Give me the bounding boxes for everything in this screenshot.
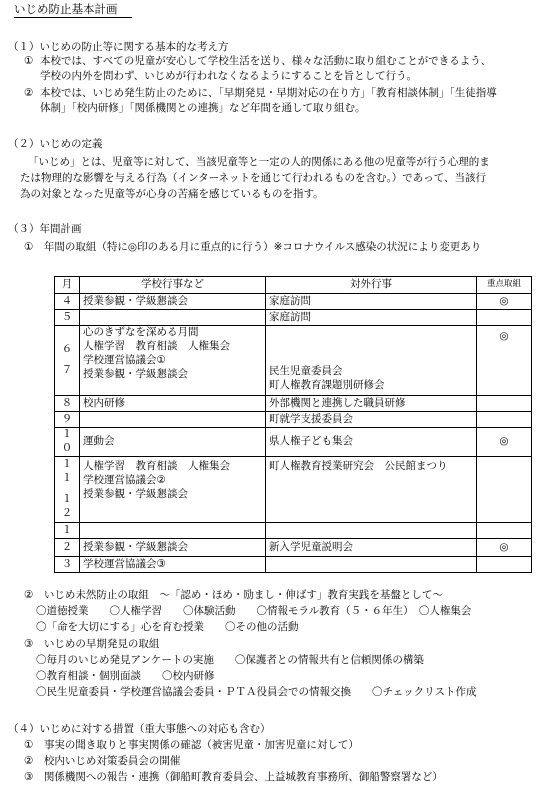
school-cell: 学校運営協議会③	[80, 556, 266, 572]
external-cell: 県人権子ども集会	[266, 428, 477, 457]
school-cell	[80, 412, 266, 428]
section-1-item-2-marker: ②	[24, 87, 34, 99]
measure-item-3: ③ 関係機関への報告・連携（御船町教育委員会、上益城教育事務所、御船警察署など）	[24, 771, 443, 783]
early-detection-line-3: 〇民生児童委員・学校運営協議会委員・ＰＴＡ役員会での情報交換 〇チェックリスト作成	[36, 686, 477, 698]
external-cell: 家庭訪問	[266, 294, 477, 310]
focus-mark: ◎	[477, 326, 532, 396]
month-cell: ５	[55, 310, 80, 326]
table-row	[55, 412, 532, 428]
focus-mark	[477, 522, 532, 538]
external-event: 町人権教育課題別研修会	[269, 379, 385, 392]
school-cell	[80, 326, 266, 396]
annual-plan-table	[54, 276, 532, 573]
external-cell: 新入学児童説明会	[266, 538, 477, 556]
table-row	[55, 456, 532, 522]
school-cell	[80, 456, 266, 522]
table-row	[55, 428, 532, 457]
table-row	[55, 326, 532, 396]
month-cell: ４	[55, 294, 80, 310]
external-event: 民生児童委員会	[269, 365, 343, 378]
school-cell	[80, 310, 266, 326]
month-11: １１	[61, 458, 73, 485]
header-month: 月	[55, 277, 80, 294]
prevention-heading: ② いじめ未然防止の取組 ～「認め・ほめ・励まし・伸ばす」教育実践を基盤として～	[24, 589, 443, 601]
external-cell: 外部機関と連携した職員研修	[266, 396, 477, 412]
title-underline	[14, 17, 132, 18]
month-cell: ２	[55, 538, 80, 556]
month-7: ７	[61, 364, 73, 377]
focus-mark: ◎	[477, 428, 532, 457]
school-cell: 運動会	[80, 428, 266, 457]
definition-line-1: 「いじめ」とは、児童等に対して、当該児童等と一定の人的関係にある他の児童等が行う心理的ま	[28, 156, 490, 168]
focus-mark	[477, 412, 532, 428]
external-cell	[266, 456, 477, 522]
month-cell: ９	[55, 412, 80, 428]
month-cell	[55, 456, 80, 522]
section-1-item-1-line-2: 学校の内外を問わず、いじめが行われなくなるようにすることを旨として行う。	[40, 70, 418, 82]
school-event: 人権学習 教育相談 人権集会	[83, 459, 230, 472]
external-cell: 家庭訪問	[266, 310, 477, 326]
external-cell	[266, 326, 477, 396]
school-event: 人権学習 教育相談 人権集会	[83, 339, 230, 352]
definition-line-2: たは物理的な影響を与える行為（インターネットを通じて行われるものを含む。）であって、当該行	[20, 172, 486, 184]
section-1-item-1-marker: ①	[24, 55, 34, 67]
measure-item-1: ① 事実の聞き取りと事実関係の確認（被害児童・加害児童に対して）	[24, 739, 359, 751]
section-3-heading: （３）年間計画	[8, 223, 82, 235]
table-row	[55, 538, 532, 556]
table-row	[55, 522, 532, 538]
section-4-heading: （４）いじめに対する措置（重大事態への対応も含む）	[8, 723, 271, 735]
school-cell	[80, 522, 266, 538]
section-1-heading: （１）いじめの防止等に関する基本的な考え方	[8, 41, 229, 53]
focus-mark: ◎	[477, 538, 532, 556]
month-6: ６	[61, 343, 73, 356]
external-cell	[266, 556, 477, 572]
school-event: 学校運営協議会②	[83, 473, 166, 486]
focus-mark	[477, 456, 532, 522]
header-focus: 重点取組	[477, 277, 532, 294]
external-cell	[266, 522, 477, 538]
table-row	[55, 310, 532, 326]
school-cell: 授業参観・学級懇談会	[80, 294, 266, 310]
page-title: いじめ防止基本計画	[14, 2, 118, 16]
definition-line-3: 為の対象となった児童等が心身の苦痛を感じているものを指す。	[20, 188, 324, 200]
table-row	[55, 396, 532, 412]
external-event: 町人権教育授業研究会 公民館まつり	[269, 459, 448, 472]
focus-mark	[477, 396, 532, 412]
section-1-item-1-line-1: 本校では、すべての児童が安心して学校生活を送り、様々な活動に取り組むことができるよう、	[40, 55, 492, 67]
header-school-events: 学校行事など	[80, 277, 266, 294]
table-row	[55, 294, 532, 310]
early-detection-heading: ③ いじめの早期発見の取組	[24, 638, 160, 650]
focus-mark	[477, 556, 532, 572]
school-event: 授業参観・学級懇談会	[83, 367, 188, 380]
focus-mark	[477, 310, 532, 326]
school-cell: 授業参観・学級懇談会	[80, 538, 266, 556]
table-row	[55, 556, 532, 572]
section-2-heading: （２）いじめの定義	[8, 138, 103, 150]
school-event: 授業参観・学級懇談会	[83, 487, 188, 500]
external-cell: 町就学支援委員会	[266, 412, 477, 428]
school-event: 心のきずなを深める月間	[83, 326, 199, 339]
measure-item-2: ② 校内いじめ対策委員会の開催	[24, 755, 181, 767]
month-cell	[55, 326, 80, 396]
prevention-line-2: 〇「命を大切にする」心を育む授業 〇その他の活動	[36, 621, 299, 633]
early-detection-line-2: 〇教育相談・個別面談 〇校内研修	[36, 670, 215, 682]
school-cell: 校内研修	[80, 396, 266, 412]
month-cell: １０	[55, 428, 80, 457]
month-12: １２	[61, 492, 73, 519]
table-header-row	[55, 277, 532, 294]
focus-mark: ◎	[477, 294, 532, 310]
month-cell: ３	[55, 556, 80, 572]
school-event: 学校運営協議会①	[83, 353, 166, 366]
annual-plan-intro: ① 年間の取組（特に◎印のある月に重点的に行う）※コロナウイルス感染の状況により変更あり	[24, 241, 482, 253]
section-1-item-2-line-1: 本校では、いじめ発生防止のために、「早期発見・早期対応の在り方」「教育相談体制」「生徒指導	[40, 87, 497, 99]
prevention-line-1: 〇道徳授業 〇人権学習 〇体験活動 〇情報モラル教育（５・６年生） 〇人権集会	[36, 605, 472, 617]
header-external-events: 対外行事	[266, 277, 477, 294]
early-detection-line-1: 〇毎月のいじめ発見アンケートの実施 〇保護者との情報共有と信頼関係の構築	[36, 654, 424, 666]
month-cell: １	[55, 522, 80, 538]
section-1-item-2-line-2: 体制」「校内研修」「関係機関との連携」など年間を通して取り組む。	[40, 102, 366, 114]
month-cell: ８	[55, 396, 80, 412]
